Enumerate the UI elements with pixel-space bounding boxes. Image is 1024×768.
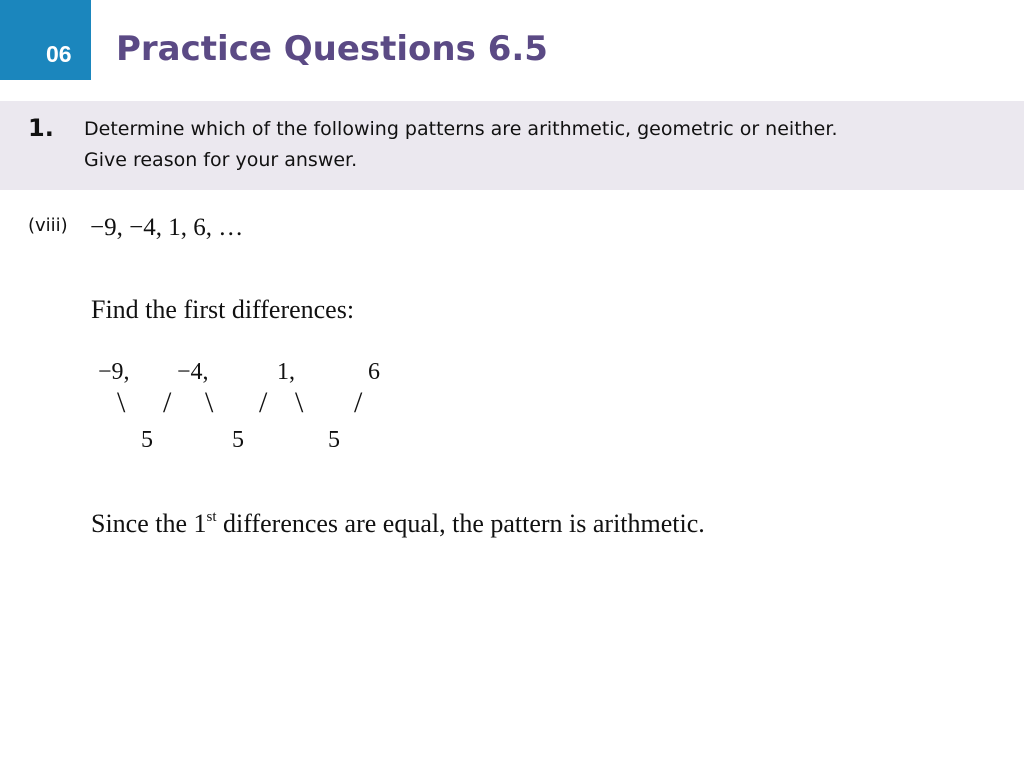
connector-line: / (259, 386, 268, 419)
conclusion-end: differences are equal, the pattern is arithmetic. (216, 509, 705, 538)
difference-1: 5 (141, 427, 153, 453)
term-1: −9, (98, 359, 130, 385)
chapter-number: 06 (46, 41, 72, 67)
term-3: 1, (277, 359, 295, 385)
differences-diagram (0, 350, 381, 460)
connector-line: \ (205, 386, 214, 419)
sequence: −9, −4, 1, 6, … (90, 214, 244, 241)
part-label: (viii) (28, 215, 68, 236)
term-4: 6 (368, 359, 380, 385)
connector-line: / (163, 386, 172, 419)
question-number: 1. (28, 114, 54, 142)
conclusion-text (91, 508, 705, 540)
conclusion-start: Since the 1 (91, 509, 207, 538)
connector-line: \ (295, 386, 304, 419)
term-2: −4, (177, 359, 209, 385)
prompt-text: Find the first differences: (91, 295, 355, 324)
difference-3: 5 (328, 427, 340, 453)
ordinal-suffix: st (206, 509, 217, 525)
question-line-1: Determine which of the following patterns are arithmetic, geometric or neither. (84, 118, 838, 140)
question-text (84, 114, 984, 176)
slide-title: Practice Questions 6.5 (116, 29, 548, 69)
question-line-2: Give reason for your answer. (84, 149, 358, 171)
connector-line: \ (117, 386, 126, 419)
difference-2: 5 (232, 427, 244, 453)
connector-line: / (354, 386, 363, 419)
